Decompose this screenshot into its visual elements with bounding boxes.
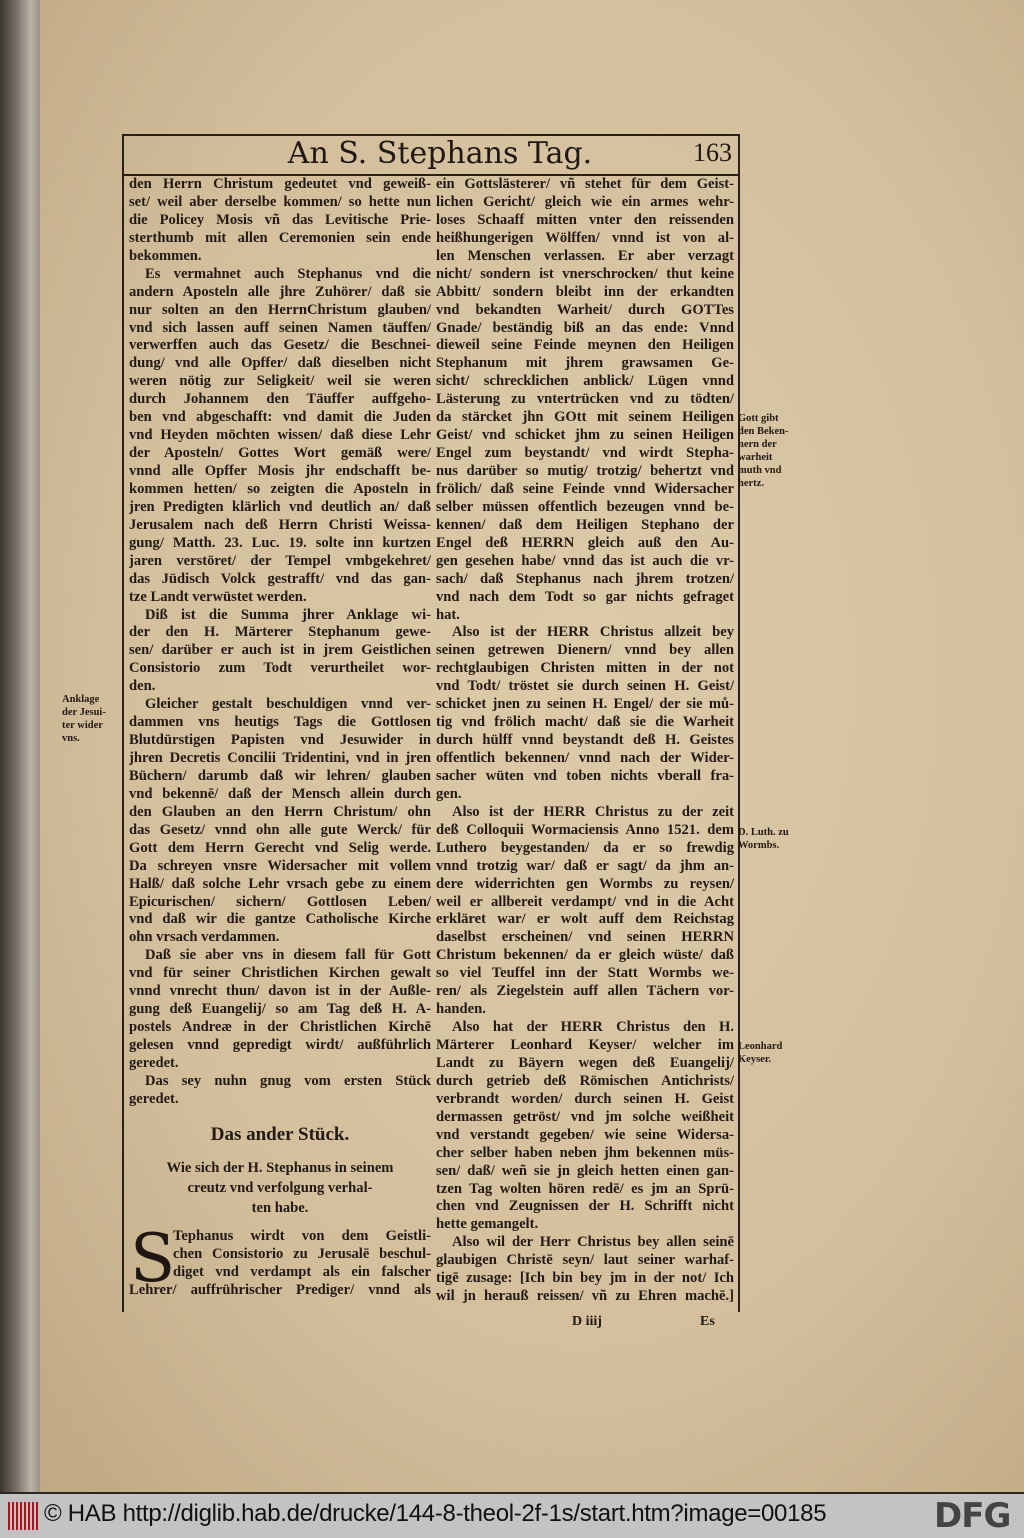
text-line: jaren verstöret/ der Tempel vmbgekehret/: [129, 552, 431, 569]
text-line: lichen Gericht/ gleich wie ein armes wehr-: [436, 193, 734, 210]
book-binding: [0, 0, 44, 1492]
text-line: Luthero beygestanden/ da er so frewdig: [436, 839, 734, 856]
page-number: 163: [693, 138, 732, 167]
text-line: dammen vns heutigs Tags die Gottlosen: [129, 714, 431, 731]
text-line: dieweil seine Feinde meynen den Heiligen: [436, 337, 734, 354]
text-line: Also ist der HERR Christus zu der zeit: [452, 803, 734, 820]
text-line: Gnade/ beständig biß an das ende: Vnnd: [436, 319, 734, 336]
text-line: verwerffen auch das Gesetz/ die Beschnei-: [129, 337, 431, 354]
text-line: diget vnd verdampt als ein falscher: [173, 1264, 431, 1280]
text-line: vnd Todt/ tröstet sie durch seinen H. Geist/: [436, 678, 734, 695]
text-line: Engel deß HERRN gleich auß den Au-: [436, 534, 734, 551]
text-line: Büchern/ darumb daß wir lehren/ glauben: [129, 767, 431, 784]
text-line: weil er allbereit verdampt/ vnd in die Acht: [436, 893, 734, 910]
note-line: Gott gibt: [738, 413, 779, 424]
text-line: Diß ist die Summa jhrer Anklage wi-: [145, 606, 431, 623]
text-line: handen.: [436, 1001, 486, 1018]
text-line: Daß sie aber vns in diesem fall für Gott: [145, 947, 431, 964]
text-line: verbrandt worden/ durch seinen H. Geist: [436, 1090, 734, 1107]
text-line: tig vnd frölich macht/ daß sie die Warheit: [436, 714, 734, 731]
text-line: tzen Tag wolten hören redē/ es jm an Sprü-: [436, 1180, 734, 1197]
note-line: Keyser.: [738, 1054, 772, 1065]
text-line: Tephanus wirdt von dem Geistli-: [173, 1228, 431, 1244]
text-line: Es vermahnet auch Stephanus vnd die: [145, 265, 431, 282]
text-line: ein Gottslästerer/ vñ stehet für dem Geist-: [436, 176, 734, 192]
text-line: selber müssen offentlich bezeugen vnnd be-: [436, 498, 734, 515]
text-line: gen gesehen habe/ vnnd das ist auch die vr-: [436, 552, 734, 569]
note-line: Wormbs.: [738, 840, 780, 851]
text-line: gelesen vnnd gepredigt wirdt/ außführlich: [129, 1037, 431, 1053]
note-line: muth vnd: [738, 465, 782, 476]
text-line: sen/ darüber er auch ist in jrem Geistlichen: [129, 642, 431, 659]
text-line: den Glauben an den Herrn Christum/ ohn: [129, 803, 431, 820]
note-line: nern der: [738, 439, 777, 450]
section-subtitle: [129, 1158, 431, 1218]
text-line: Blutdürstigen Papisten vnd Jesuwider in: [129, 732, 431, 749]
text-line: Das sey nuhn gnug vom ersten Stück: [145, 1072, 431, 1089]
note-line: Leonhard: [738, 1041, 783, 1052]
text-line: Märterer Leonhard Keyser/ welcher im: [436, 1037, 734, 1053]
text-line: weren nötig zur Seligkeit/ weil sie weren: [129, 373, 431, 390]
text-line: hat.: [436, 606, 460, 623]
text-line: Abbitt/ sondern bleibt inn der erkandten: [436, 283, 734, 300]
note-line: hertz.: [738, 478, 764, 489]
text-line: vnd nach dem Todt so gar nichts gefraget: [436, 588, 734, 605]
text-line: der Aposteln/ Gottes Wort gemäß were/: [129, 445, 431, 462]
text-line: vnd sich lassen auff seinen Namen täuffen/: [129, 319, 431, 336]
text-line: gung deß Euangelij/ so am Tag deß H. A-: [129, 1001, 431, 1018]
text-line: frölich/ daß seine Feinde vnnd Widersacher: [436, 480, 734, 497]
text-line: Da schreyen vnsre Widersacher mit vollem: [129, 857, 431, 874]
text-line: sen/ daß/ weñ sie jn gleich hetten einen gan-: [436, 1162, 734, 1179]
text-line: Gleicher gestalt beschuldigen vnnd ver-: [145, 696, 431, 713]
text-line: Stephanum mit jhrem grawsamen Ge-: [436, 355, 734, 372]
left-column: [129, 176, 431, 1109]
text-line: sterthumb mit allen Ceremonien sein ende: [129, 229, 431, 246]
text-line: erkläret war/ er wolt auff dem Reichstag: [436, 911, 734, 928]
text-line: so viel Teuffel inn der Statt Wormbs we-: [436, 965, 734, 982]
text-line: durch getrieb deß Römischen Antichrists/: [436, 1072, 734, 1089]
text-line: der den H. Märterer Stephanum gewe-: [129, 624, 431, 641]
text-line: set/ weil aber derselbe kommen/ so hette nun: [129, 193, 431, 210]
text-line: cher selber haben neben jhm bekennen müs-: [436, 1144, 734, 1161]
text-line: kennen/ daß dem Heiligen Stephano der: [436, 516, 734, 533]
note-line: vns.: [62, 733, 80, 744]
margin-note-right: [738, 826, 789, 852]
text-line: offentlich bekennen/ vnnd nach der Wider-: [436, 750, 734, 766]
viewer-footer: [0, 1494, 1024, 1538]
text-line: rechtglaubigen Christen mitten in der not: [436, 660, 734, 677]
text-line: heißhungerigen Wölffen/ vnnd ist von al-: [436, 229, 734, 246]
text-line: nus darüber so mutig/ trotzig/ behertzt vnd: [436, 463, 734, 479]
text-line: Jerusalem nach deß Herrn Christi Weissa-: [129, 516, 431, 533]
text-line: len Menschen verlassen. Er aber verzagt: [436, 247, 734, 264]
note-line: ter wider: [62, 720, 103, 731]
text-line: gung/ Matth. 23. Luc. 19. solte inn kurtzen: [129, 534, 431, 551]
text-line: vnnd vnrecht thun/ davon ist in der Außle-: [129, 983, 431, 1000]
text-line: kommen hetten/ so zeigten die Aposteln in: [129, 480, 431, 497]
text-line: Geist/ vnd schicket jhm zu seinen Heiligen: [436, 427, 734, 444]
text-line: hette gemangelt.: [436, 1216, 539, 1233]
note-line: den Beken-: [738, 426, 789, 437]
text-line: da stärcket jhn GOtt mit seinem Heiligen: [436, 409, 734, 426]
text-line: nicht/ sondern ist vnerschrocken/ thut keine: [436, 265, 734, 282]
subtitle-line: ten habe.: [251, 1200, 309, 1216]
text-line: dere widerrichten gen Wormbs zu reysen/: [436, 875, 734, 892]
note-line: D. Luth. zu: [738, 827, 789, 838]
text-line: deß Colloquii Wormaciensis Anno 1521. dem: [436, 821, 734, 838]
note-line: der Jesui-: [62, 707, 106, 718]
text-line: chen Consistorio zu Jerusalē beschul-: [173, 1246, 431, 1262]
text-line: tigē zusage: [Ich bin bey jm in der not/ Ich: [436, 1270, 734, 1287]
text-line: das Gesetz/ vnnd ohn alle gute Werck/ für: [129, 821, 431, 838]
drop-cap: S: [130, 1220, 176, 1297]
text-line: sicht/ schrecklichen anblick/ Lügen vnnd: [436, 373, 734, 390]
text-line: ohn vrsach verdammen.: [129, 929, 280, 946]
text-line: gen.: [436, 785, 462, 802]
text-line: Gott dem Herrn Gerecht vnd Selig werde.: [129, 839, 431, 856]
text-line: jren Predigten klärlich vnd deutlich an/ daß: [129, 498, 431, 515]
text-line: geredet.: [129, 1054, 179, 1071]
text-line: den Herrn Christum gedeutet vnd geweiß-: [129, 176, 431, 192]
text-line: glaubigen Christē seyn/ laut seiner warhaf-: [436, 1252, 734, 1269]
text-line: bekommen.: [129, 247, 202, 264]
text-line: die Policey Mosis vñ das Levitische Prie-: [129, 211, 431, 228]
text-line: vnd für seiner Christlichen Kirchen gewalt: [129, 965, 431, 982]
text-line: ben vnd abgeschafft: vnd damit die Juden: [129, 409, 431, 426]
margin-note-left: [62, 693, 106, 745]
text-line: Halß/ daß solche Lehr vrsach gebe zu einem: [129, 875, 431, 892]
text-line: den.: [129, 678, 156, 695]
subtitle-line: Wie sich der H. Stephanus in seinem: [166, 1160, 394, 1176]
text-line: geredet.: [129, 1090, 179, 1107]
text-line: jhren Decretis Concilii Tridentini, vnd in jren: [129, 750, 431, 766]
text-line: andern Aposteln alle jhre Zuhörer/ daß sie: [129, 283, 431, 300]
text-line: vnnd trotzig war/ daß er sagt/ da jhm an-: [436, 857, 734, 874]
right-column: [436, 176, 734, 1306]
text-line: Christum bekennen/ da er gleich wüste/ daß: [436, 947, 734, 964]
margin-note-right: [738, 1040, 782, 1066]
text-line: wil jn herauß reissen/ vñ zu Ehren machē.]: [436, 1288, 734, 1305]
text-line: dermassen getröst/ vnd jm solche weißheit: [436, 1108, 734, 1125]
note-line: Anklage: [62, 694, 100, 705]
copyright-url[interactable]: © HAB http://diglib.hab.de/drucke/144-8-theol-2f-1s/start.htm?image=00185: [44, 1500, 827, 1527]
text-line: chen vnd Zeugnissen der H. Schrifft nicht: [436, 1198, 734, 1215]
text-line: loses Schaaff mitten vnter den reissenden: [436, 211, 734, 228]
text-line: durch hülff vnnd beystandt deß H. Geistes: [436, 732, 734, 749]
text-line: tze Landt verwüstet werden.: [129, 588, 307, 605]
text-line: durch Johannem den Täuffer auffgeho-: [129, 391, 431, 408]
section-paragraph: [129, 1227, 431, 1299]
dfg-logo: DFG: [934, 1496, 1011, 1536]
text-line: Also hat der HERR Christus den H.: [452, 1019, 734, 1036]
note-line: warheit: [738, 452, 773, 463]
margin-note-right: [738, 412, 788, 490]
text-line: Lästerung zu vntertrücken vnd zu tödten/: [436, 391, 734, 408]
text-line: Epicurischen/ sichern/ Gottlosen Leben/: [129, 893, 431, 910]
subtitle-line: creutz vnd verfolgung verhal-: [187, 1180, 373, 1196]
text-line: Lehrer/ auffrührischer Prediger/ vnnd als: [129, 1282, 431, 1298]
text-line: Landt zu Bäyern wegen deß Euangelij/: [436, 1054, 734, 1071]
text-line: Consistorio zum Todt verurtheilet wor-: [129, 660, 431, 677]
text-line: vnnd alle Opffer Mosis jhr endschafft be-: [129, 463, 431, 479]
text-line: schicket jnen zu seinen H. Engel/ der sie mů-: [436, 696, 734, 713]
text-line: das Jüdisch Volck gestrafft/ vnd das gan-: [129, 570, 431, 587]
text-line: Also wil der Herr Christus bey allen seinē: [452, 1234, 734, 1251]
text-line: vnd daß wir die gantze Catholische Kirche: [129, 911, 431, 928]
text-line: Also ist der HERR Christus allzeit bey: [452, 624, 734, 641]
text-line: sacher wüten vnd toben nichts vberall fra-: [436, 767, 734, 784]
text-line: seinen getrewen Dienern/ vnnd bey allen: [436, 642, 734, 659]
catchword: Es: [700, 1314, 715, 1329]
text-line: sach/ daß Stephanus nach jhrem trotzen/: [436, 570, 734, 587]
text-line: dung/ vnd alle Opffer/ daß dieselben nicht: [129, 355, 431, 372]
text-line: vnd bekennē/ daß der Mensch allein durch: [129, 785, 431, 802]
hab-logo-icon: [8, 1502, 38, 1530]
text-line: Engel zum beystandt/ vnd wirdt Stepha-: [436, 445, 734, 462]
text-line: daselbst erscheinen/ vnd seinen HERRN: [436, 929, 734, 946]
text-line: postels Andreæ in der Christlichen Kirchē: [129, 1019, 431, 1036]
text-line: vnd verstandt gegeben/ wie seine Widersa-: [436, 1126, 734, 1143]
text-line: vnd bekandten Warheit/ durch GOTTes: [436, 301, 734, 318]
running-title: An S. Stephans Tag.: [287, 136, 593, 171]
section-heading: Das ander Stück.: [210, 1124, 350, 1145]
text-line: ren/ als Ziegelstein auff allen Tächern vor-: [436, 983, 734, 1000]
signature-mark: D iiij: [572, 1314, 602, 1329]
text-line: nur solten an den HerrnChristum glauben/: [129, 301, 431, 318]
text-line: vnd Heyden möchten wissen/ daß diese Lehr: [129, 427, 431, 444]
